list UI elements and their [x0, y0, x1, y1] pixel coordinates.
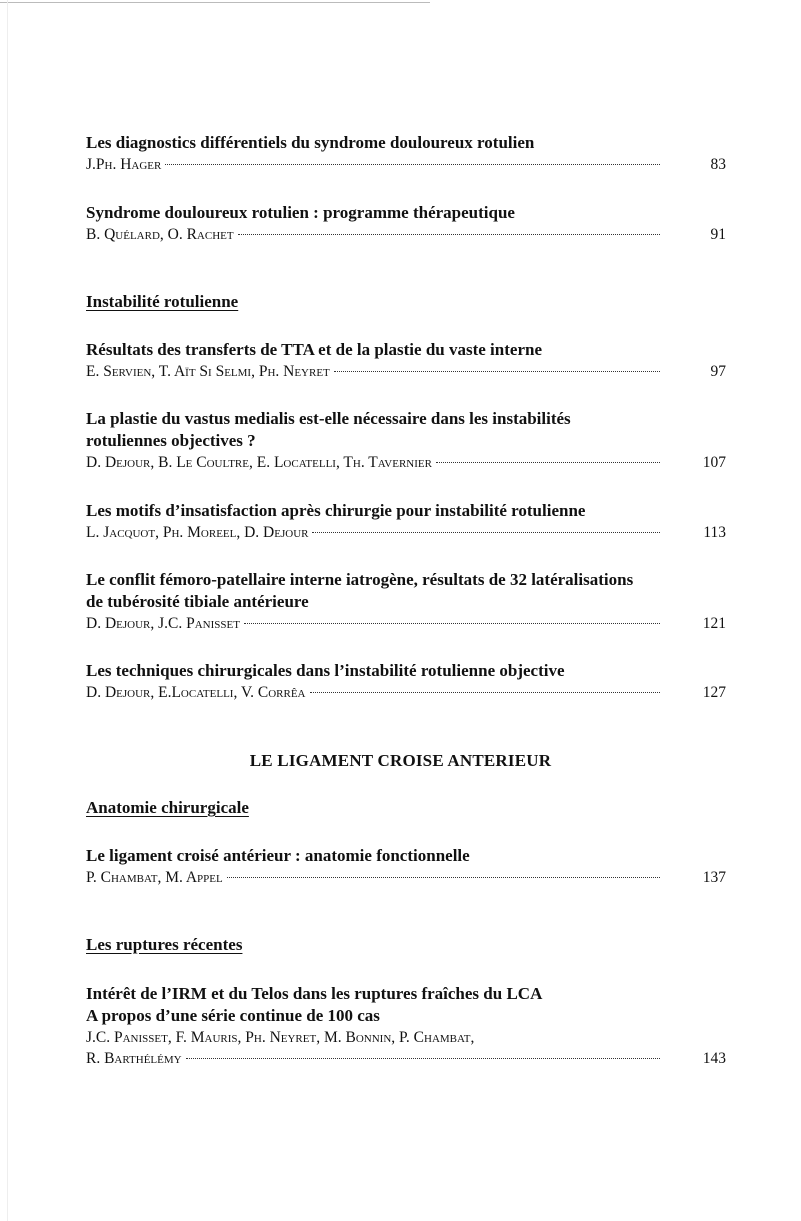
entry-authors: D. Dejour, J.C. Panisset — [86, 615, 240, 632]
section-heading: Instabilité rotulienne — [86, 292, 239, 311]
entry-title: Résultats des transferts de TTA et de la plastie du vaste interne — [86, 340, 542, 359]
entry-authors: E. Servien, T. Aït Si Selmi, Ph. Neyret — [86, 363, 330, 380]
entry-author-row — [86, 224, 726, 245]
top-rule — [0, 2, 430, 3]
entry-title: Les diagnostics différentiels du syndrome douloureux rotulien — [86, 133, 535, 152]
toc-entry — [86, 845, 726, 888]
dot-leader — [334, 371, 660, 372]
entry-authors-line: J.C. Panisset, F. Mauris, Ph. Neyret, M. Bonnin, P. Chambat, — [86, 1029, 475, 1046]
entry-authors: P. Chambat, M. Appel — [86, 869, 223, 886]
entry-title-cont: rotuliennes objectives ? — [86, 431, 256, 450]
entry-author-row — [86, 867, 726, 888]
toc-entry — [86, 500, 726, 543]
entry-page: 113 — [703, 524, 726, 541]
entry-page: 97 — [710, 363, 726, 380]
entry-page: 83 — [710, 156, 726, 173]
entry-authors: B. Quélard, O. Rachet — [86, 226, 234, 243]
entry-author-row — [86, 522, 726, 543]
entry-authors: J.Ph. Hager — [86, 156, 162, 173]
dot-leader — [238, 234, 660, 235]
entry-title: Le ligament croisé antérieur : anatomie fonctionnelle — [86, 846, 470, 865]
entry-title: Intérêt de l’IRM et du Telos dans les ruptures fraîches du LCA — [86, 984, 543, 1003]
entry-title: Syndrome douloureux rotulien : programme thérapeutique — [86, 203, 515, 222]
entry-author-row — [86, 361, 726, 382]
entry-authors: D. Dejour, B. Le Coultre, E. Locatelli, Th. Tavernier — [86, 454, 432, 471]
toc-entry — [86, 660, 726, 703]
entry-page: 143 — [702, 1050, 726, 1067]
entry-page: 127 — [702, 684, 726, 701]
dot-leader — [244, 623, 660, 624]
dot-leader — [436, 462, 660, 463]
entry-title: Les techniques chirurgicales dans l’instabilité rotulienne objective — [86, 661, 565, 680]
entry-author-row — [86, 613, 726, 634]
toc-entry — [86, 408, 726, 473]
dot-leader — [312, 532, 660, 533]
toc-entry — [86, 132, 726, 175]
entry-title-cont: de tubérosité tibiale antérieure — [86, 592, 309, 611]
entry-author-row — [86, 452, 726, 473]
entry-authors: D. Dejour, E.Locatelli, V. Corrêa — [86, 684, 306, 701]
entry-author-row — [86, 154, 726, 175]
entry-title: La plastie du vastus medialis est-elle nécessaire dans les instabilités — [86, 409, 571, 428]
toc-entry — [86, 202, 726, 245]
scan-edge — [7, 0, 8, 1221]
entry-page: 121 — [702, 615, 726, 632]
toc-entry — [86, 569, 726, 634]
dot-leader — [186, 1058, 660, 1059]
entry-title: Le conflit fémoro-patellaire interne iatrogène, résultats de 32 latéralisations — [86, 570, 634, 589]
toc-entry — [86, 339, 726, 382]
entry-title: Les motifs d’insatisfaction après chirurgie pour instabilité rotulienne — [86, 501, 586, 520]
entry-page: 137 — [702, 869, 726, 886]
dot-leader — [227, 877, 660, 878]
entry-page: 91 — [710, 226, 726, 243]
entry-page: 107 — [702, 454, 726, 471]
chapter-heading: LE LIGAMENT CROISE ANTERIEUR — [249, 751, 552, 770]
entry-author-row — [86, 1048, 726, 1069]
entry-authors: L. Jacquot, Ph. Moreel, D. Dejour — [86, 524, 309, 541]
entry-title-cont: A propos d’une série continue de 100 cas — [86, 1006, 380, 1025]
section-heading: Les ruptures récentes — [86, 935, 243, 954]
entry-authors: R. Barthélémy — [86, 1050, 182, 1067]
toc-entry — [86, 983, 726, 1069]
dot-leader — [310, 692, 660, 693]
dot-leader — [165, 164, 660, 165]
entry-author-row — [86, 682, 726, 703]
section-heading: Anatomie chirurgicale — [86, 798, 249, 817]
